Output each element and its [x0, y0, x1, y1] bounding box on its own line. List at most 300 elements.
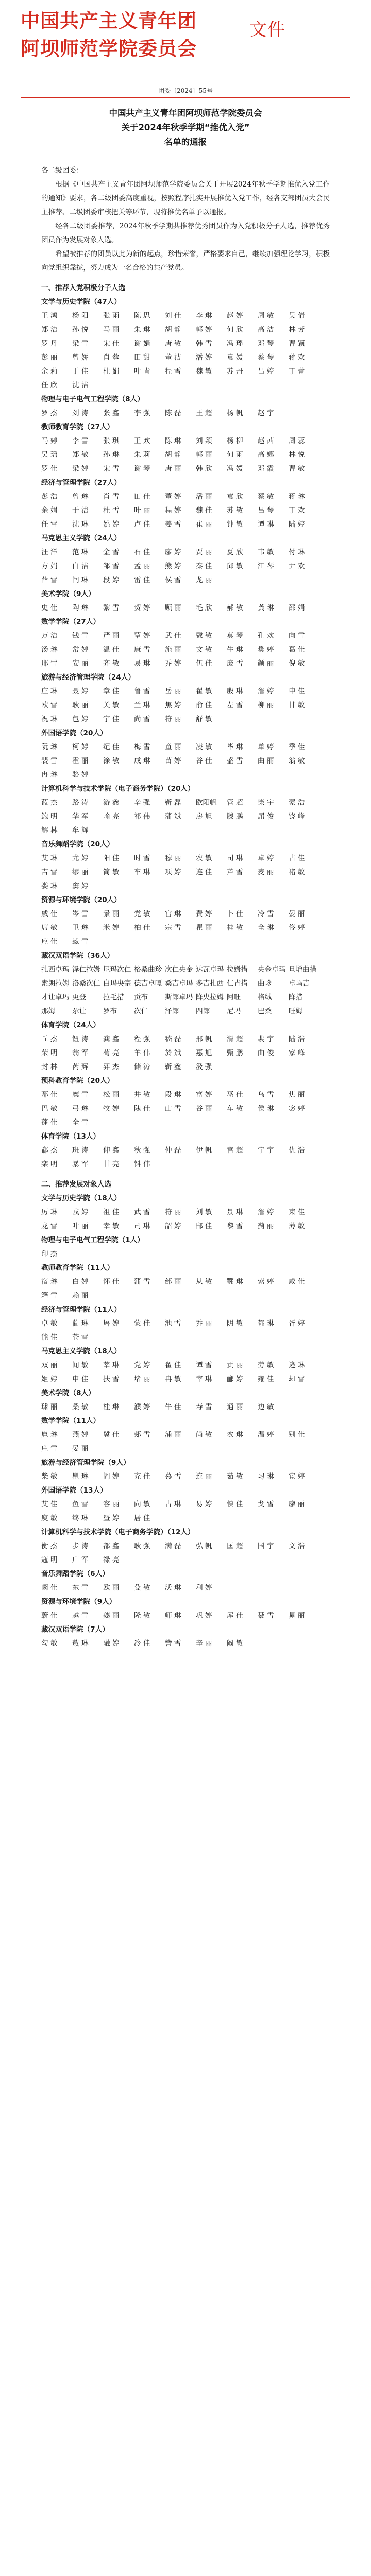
member-name: 郗 杰 [41, 1146, 58, 1155]
member-name: 吴 倩 [289, 312, 305, 320]
member-name: 达瓦卓玛 [196, 965, 224, 974]
member-name: 颜 丽 [258, 659, 274, 668]
member-name: 仰 鑫 [103, 1146, 120, 1155]
member-name: 潘 丽 [196, 493, 212, 501]
member-name: 贡 丽 [227, 1361, 243, 1369]
college-heading: 马克思主义学院（18人） [41, 1347, 121, 1355]
member-name: 晏 丽 [72, 1445, 89, 1453]
letterhead-line-2: 阿坝师范学院委员会 [21, 38, 197, 60]
member-name: 路 涛 [72, 799, 89, 807]
member-name: 牟 辉 [72, 826, 89, 835]
member-name: 辛 丽 [196, 1639, 212, 1648]
member-name: 廖 婷 [165, 548, 181, 556]
college-heading: 数学学院（11人） [41, 1417, 100, 1425]
member-name: 隆 敏 [134, 1612, 150, 1620]
member-name: 翟 敏 [196, 687, 212, 696]
member-name: 甄 鹏 [227, 1049, 243, 1057]
member-name: 申 佳 [72, 1375, 89, 1383]
member-name: 喻 亮 [103, 812, 120, 821]
member-name: 段 婷 [103, 576, 120, 584]
member-name: 贺 婷 [134, 604, 150, 612]
member-name: 吴 瑶 [41, 451, 58, 459]
member-name: 庄 琳 [41, 687, 58, 696]
member-name: 耿 丽 [72, 701, 89, 709]
member-name: 党 敏 [134, 910, 150, 918]
member-name: 宋 佳 [103, 340, 120, 348]
name-list [41, 1581, 330, 1595]
member-name: 弓 琳 [72, 1105, 89, 1113]
name-list-sections [41, 275, 330, 1651]
member-name: 桂 琳 [103, 1403, 120, 1411]
member-name: 段 琳 [165, 1091, 181, 1099]
member-name: 叶 丽 [134, 506, 150, 515]
member-name: 单 婷 [258, 743, 274, 751]
member-name: 宁 佳 [103, 715, 120, 723]
member-name: 荣 明 [41, 1049, 58, 1057]
member-name: 戎 婷 [72, 1208, 89, 1216]
member-name: 岳 丽 [165, 687, 181, 696]
member-name: 庄 雪 [41, 1445, 58, 1453]
member-name: 易 婷 [196, 1500, 212, 1509]
member-name: 陆 浩 [289, 1035, 305, 1043]
member-name: 韩 欣 [196, 465, 212, 473]
member-name: 吕 婷 [258, 367, 274, 376]
college-heading: 资源与环境学院（20人） [41, 896, 121, 904]
member-name: 赵 茜 [258, 437, 274, 445]
member-name: 姚 婷 [103, 520, 120, 529]
member-name: 利 婷 [196, 1584, 212, 1592]
member-name: 索 婷 [258, 1278, 274, 1286]
member-name: 艾 琳 [41, 854, 58, 862]
member-name: 丘 杰 [41, 1035, 58, 1043]
member-name: 钮 涛 [72, 1035, 89, 1043]
member-name: 邹 雪 [103, 562, 120, 570]
member-name: 那姆 [41, 1007, 56, 1015]
name-list [41, 963, 330, 1019]
member-name: 訾 雪 [165, 1639, 181, 1648]
member-name: 更登 [72, 993, 87, 1002]
member-name: 尤 婷 [72, 854, 89, 862]
member-name: 景 琳 [227, 1208, 243, 1216]
member-name: 庾 敏 [41, 1514, 58, 1522]
member-name: 党 婷 [134, 1361, 150, 1369]
member-name: 厍 佳 [227, 1612, 243, 1620]
member-name: 央金卓玛 [258, 965, 286, 974]
member-name: 融 婷 [103, 1639, 120, 1648]
member-name: 松 丽 [103, 1091, 120, 1099]
member-name: 齐 敏 [103, 659, 120, 668]
member-name: 屠 婷 [103, 1319, 120, 1328]
member-name: 袁 媛 [227, 353, 243, 362]
college-heading: 物理与电子电气工程学院（8人） [41, 395, 144, 403]
member-name: 覃 婷 [134, 632, 150, 640]
member-name: 慕 雪 [165, 1472, 181, 1481]
member-name: 秦 佳 [196, 562, 212, 570]
member-name: 向 雪 [289, 632, 305, 640]
member-name: 宦 婷 [289, 1472, 305, 1481]
member-name: 古 琳 [165, 1500, 181, 1509]
member-name: 廖 丽 [289, 1500, 305, 1509]
member-name: 高 洁 [258, 326, 274, 334]
member-name: 舒 敏 [196, 715, 212, 723]
member-name: 厉 琳 [41, 1208, 58, 1216]
member-name: 仁青措 [227, 979, 248, 988]
college-heading: 计算机科学与技术学院（电子商务学院）（20人） [41, 785, 195, 793]
member-name: 翁 军 [72, 1049, 89, 1057]
member-name: 娄 琳 [41, 882, 58, 890]
member-name: 陈 思 [134, 312, 150, 320]
member-name: 符 丽 [165, 1208, 181, 1216]
member-name: 申 佳 [289, 687, 305, 696]
member-name: 殷 琳 [227, 687, 243, 696]
member-name: 方 娟 [41, 562, 58, 570]
member-name: 暨 婷 [103, 1514, 120, 1522]
college-heading: 美术学院（8人） [41, 1389, 95, 1397]
member-name: 却 雪 [289, 1375, 305, 1383]
member-name: 宗 雪 [165, 924, 181, 932]
member-name: 孙 悦 [72, 326, 89, 334]
member-name: 步 涛 [72, 1542, 89, 1550]
member-name: 伊 帆 [196, 1146, 212, 1155]
college-heading: 资源与环境学院（9人） [41, 1598, 116, 1606]
member-name: 关 敏 [103, 701, 120, 709]
member-name: 田 甜 [134, 353, 150, 362]
member-name: 车 敏 [227, 1105, 243, 1113]
member-name: 蒲 雪 [134, 1278, 150, 1286]
member-name: 霍 丽 [72, 757, 89, 765]
member-name: 夏 欣 [227, 548, 243, 556]
member-name: 卢 佳 [134, 520, 150, 529]
member-name: 穆 丽 [165, 854, 181, 862]
member-name: 邢 雪 [41, 659, 58, 668]
college-heading: 音乐舞蹈学院（6人） [41, 1570, 109, 1578]
member-name: 彭 丽 [41, 353, 58, 362]
member-name: 充 佳 [134, 1472, 150, 1481]
member-name: 时 雪 [134, 854, 150, 862]
member-name: 莫 琴 [227, 632, 243, 640]
member-name: 雷 佳 [134, 576, 150, 584]
paragraph: 希望被推荐的团员以此为新的起点，珍惜荣誉，严格要求自己，继续加强理论学习，积极向党组织靠拢，努力成为一名合格的共产党员。 [41, 250, 330, 272]
member-name: 陆 婷 [289, 520, 305, 529]
member-name: 罗 佳 [41, 465, 58, 473]
member-name: 蒙 佳 [134, 1319, 150, 1328]
member-name: 蔚 佳 [41, 1612, 58, 1620]
member-name: 瞿 丽 [196, 924, 212, 932]
member-name: 尚 雪 [134, 715, 150, 723]
member-name: 林 悦 [289, 451, 305, 459]
member-name: 鲁 雪 [134, 687, 150, 696]
member-name: 项 婷 [165, 868, 181, 876]
member-name: 翟 佳 [165, 1361, 181, 1369]
member-name: 冀 佳 [103, 1431, 120, 1439]
member-name: 劳 敏 [258, 1361, 274, 1369]
member-name: 罗布 [103, 1007, 117, 1015]
member-name: 池 雪 [165, 1319, 181, 1328]
member-name: 尹 欢 [289, 562, 305, 570]
member-name: 蒋 欢 [289, 353, 305, 362]
member-name: 弘 帆 [196, 1542, 212, 1550]
member-name: 余 莉 [41, 367, 58, 376]
member-name: 洛桑次仁 [72, 979, 100, 988]
member-name: 牧 婷 [103, 1105, 120, 1113]
member-name: 阚 敏 [227, 1639, 243, 1648]
member-name: 朱 琳 [134, 326, 150, 334]
member-name: 叶 青 [134, 367, 150, 376]
letterhead-tag: 文件 [249, 20, 285, 40]
member-name: 童 丽 [165, 743, 181, 751]
member-name: 靳 鑫 [165, 1063, 181, 1071]
member-name: 冷 佳 [134, 1639, 150, 1648]
member-name: 格绒 [258, 993, 272, 1002]
member-name: 蔡 琴 [258, 353, 274, 362]
member-name: 濮 婷 [134, 1403, 150, 1411]
member-name: 谷 丽 [196, 1105, 212, 1113]
member-name: 费 婷 [196, 910, 212, 918]
member-name: 敖 琳 [72, 1639, 89, 1648]
member-name: 魏 佳 [196, 506, 212, 515]
name-list [41, 740, 330, 782]
college-heading: 物理与电子电气工程学院（1人） [41, 1236, 144, 1244]
member-name: 薛 雪 [41, 576, 58, 584]
member-name: 叶 丽 [72, 1222, 89, 1230]
member-name: 吉 雪 [41, 868, 58, 876]
member-name: 汲 强 [196, 1063, 212, 1071]
member-name: 兰 琳 [134, 701, 150, 709]
member-name: 岑 雪 [72, 910, 89, 918]
member-name: 杨 柳 [227, 437, 243, 445]
member-name: 景 丽 [103, 910, 120, 918]
member-name: 次仁 [134, 1007, 148, 1015]
member-name: 封 林 [41, 1063, 58, 1071]
member-name: 尼玛次仁 [103, 965, 131, 974]
member-name: 梁 婷 [72, 465, 89, 473]
member-name: 罗 丹 [41, 340, 58, 348]
member-name: 范 琳 [72, 548, 89, 556]
member-name: 杨 帆 [227, 409, 243, 417]
name-list [41, 309, 330, 393]
member-name: 双 丽 [41, 1361, 58, 1369]
document-body [41, 164, 330, 1651]
member-name: 扶 雪 [103, 1375, 120, 1383]
member-name: 裴 宇 [258, 1035, 274, 1043]
member-name: 刘 敏 [196, 1208, 212, 1216]
member-name: 于 佳 [72, 367, 89, 376]
member-name: 阿旺 [227, 993, 241, 1002]
member-name: 阮 琳 [41, 743, 58, 751]
member-name: 通 丽 [227, 1403, 243, 1411]
member-name: 韶 婷 [165, 1222, 181, 1230]
member-name: 何 雨 [227, 451, 243, 459]
member-name: 邓 琴 [258, 340, 274, 348]
member-name: 胡 静 [165, 451, 181, 459]
member-name: 聂 婷 [72, 687, 89, 696]
member-name: 易 琳 [134, 659, 150, 668]
member-name: 温 婷 [258, 1431, 274, 1439]
member-name: 李 强 [134, 409, 150, 417]
member-name: 符 丽 [165, 715, 181, 723]
college-heading: 藏汉双语学院（36人） [41, 952, 114, 960]
college-heading: 教师教育学院（11人） [41, 1264, 114, 1272]
member-name: 崔 丽 [196, 520, 212, 529]
member-name: 羿 杰 [103, 1063, 120, 1071]
member-name: 钱 雪 [72, 632, 89, 640]
member-name: 焦 丽 [289, 1091, 305, 1099]
member-name: 泽郎 [165, 1007, 179, 1015]
member-name: 席 敏 [41, 924, 58, 932]
member-name: 甘 敏 [289, 701, 305, 709]
member-name: 苏 敏 [227, 506, 243, 515]
member-name: 葛 佳 [289, 646, 305, 654]
member-name: 郦 婷 [227, 1375, 243, 1383]
name-list [41, 1428, 330, 1456]
member-name: 蓬 佳 [41, 1118, 58, 1127]
member-name: 格桑曲珍 [134, 965, 162, 974]
member-name: 姜 雪 [165, 520, 181, 529]
member-name: 曾 娇 [72, 353, 89, 362]
member-name: 宫 琳 [165, 910, 181, 918]
member-name: 晏 丽 [289, 910, 305, 918]
member-name: 唐 丽 [165, 465, 181, 473]
name-list [41, 1032, 330, 1074]
member-name: 邢 帆 [196, 1035, 212, 1043]
member-name: 曾 琳 [72, 493, 89, 501]
member-name: 寿 雪 [196, 1403, 212, 1411]
member-name: 糜 雪 [72, 1091, 89, 1099]
college-heading: 经济与管理学院（11人） [41, 1306, 121, 1314]
member-name: 翁 敏 [289, 757, 305, 765]
member-name: 焦 婷 [165, 701, 181, 709]
member-name: 柯 婷 [72, 743, 89, 751]
member-name: 卓 婷 [258, 854, 274, 862]
member-name: 安 丽 [72, 659, 89, 668]
member-name: 苏 丹 [227, 367, 243, 376]
member-name: 郑 洁 [41, 326, 58, 334]
name-list [41, 1498, 330, 1526]
member-name: 蒲 斌 [165, 812, 181, 821]
name-list [41, 1359, 330, 1386]
member-name: 吕 琴 [258, 506, 274, 515]
member-name: 宓 婷 [289, 1105, 305, 1113]
member-name: 王 欢 [134, 437, 150, 445]
member-name: 赵 婷 [227, 312, 243, 320]
member-name: 农 敏 [196, 854, 212, 862]
college-heading: 音乐舞蹈学院（20人） [41, 840, 114, 849]
name-list [41, 434, 330, 476]
college-heading: 外国语学院（20人） [41, 729, 107, 737]
member-name: 钭 伟 [134, 1160, 150, 1168]
member-name: 阙 佳 [41, 1584, 58, 1592]
member-name: 宁 宇 [258, 1146, 274, 1155]
member-name: 付 琳 [289, 548, 305, 556]
member-name: 饶 峰 [289, 812, 305, 821]
member-name: 龚 琳 [258, 604, 274, 612]
member-name: 牛 佳 [165, 1403, 181, 1411]
member-name: 富 婷 [196, 1091, 212, 1099]
member-name: 卓玛吉 [289, 979, 310, 988]
salutation: 各二级团委： [41, 166, 83, 175]
member-name: 武 雪 [134, 1208, 150, 1216]
member-name: 斯郎卓玛 [165, 993, 193, 1002]
member-name: 全 琳 [258, 924, 274, 932]
college-heading: 体育学院（24人） [41, 1021, 100, 1029]
member-name: 温 佳 [103, 646, 120, 654]
member-name: 栾 明 [41, 1160, 58, 1168]
member-name: 巫 佳 [227, 1091, 243, 1099]
member-name: 樊 婷 [258, 646, 274, 654]
member-name: 芦 雪 [227, 868, 243, 876]
member-name: 沃 琳 [165, 1584, 181, 1592]
title-line-2: 关于2024年秋季学期“推优入党” [121, 123, 250, 132]
name-list [41, 629, 330, 671]
member-name: 白玛央宗 [103, 979, 131, 988]
member-name: 柴 宇 [258, 799, 274, 807]
member-name: 向 敏 [134, 1500, 150, 1509]
member-name: 陈 磊 [165, 409, 181, 417]
member-name: 茹 敏 [227, 1472, 243, 1481]
member-name: 辛 强 [134, 799, 150, 807]
member-name: 泽仁拉姆 [72, 965, 100, 974]
member-name: 从 敏 [196, 1278, 212, 1286]
member-name: 孟 丽 [134, 562, 150, 570]
member-name: 熊 婷 [165, 562, 181, 570]
member-name: 胥 婷 [289, 1319, 305, 1328]
member-name: 汪 洋 [41, 548, 58, 556]
member-name: 沈 琳 [72, 520, 89, 529]
member-name: 伍 佳 [196, 659, 212, 668]
member-name: 曲珍 [258, 979, 272, 988]
college-heading: 外国语学院（13人） [41, 1486, 107, 1495]
member-name: 米 婷 [103, 924, 120, 932]
member-name: 越 雪 [72, 1612, 89, 1620]
member-name: 罗 杰 [41, 409, 58, 417]
member-name: 张 雨 [103, 312, 120, 320]
member-name: 聂 雪 [258, 1612, 274, 1620]
member-name: 侯 琳 [258, 1105, 274, 1113]
member-name: 卫 琳 [72, 924, 89, 932]
member-name: 印 杰 [41, 1250, 58, 1258]
member-name: 冷 雪 [258, 910, 274, 918]
member-name: 索朗拉姆 [41, 979, 70, 988]
member-name: 冯 瑶 [227, 340, 243, 348]
college-heading: 体育学院（13人） [41, 1132, 100, 1141]
member-name: 谢 琴 [134, 465, 150, 473]
member-name: 宫 超 [227, 1146, 243, 1155]
name-list [41, 1275, 330, 1303]
member-name: 严 丽 [103, 632, 120, 640]
member-name: 靳 磊 [165, 799, 181, 807]
member-name: 盛 雪 [227, 757, 243, 765]
document-title [31, 106, 340, 149]
member-name: 薄 敏 [289, 1222, 305, 1230]
member-name: 戚 佳 [41, 910, 58, 918]
member-name: 阳 佳 [103, 854, 120, 862]
member-name: 幸 敏 [103, 1222, 120, 1230]
member-name: 阴 敏 [227, 1319, 243, 1328]
member-name: 冯 媛 [227, 465, 243, 473]
name-list [41, 1317, 330, 1345]
member-name: 全 雪 [72, 1118, 89, 1127]
member-name: 褚 敏 [289, 868, 305, 876]
member-name: 骆 婷 [72, 771, 89, 779]
member-name: 滕 鹏 [227, 812, 243, 821]
member-name: 高 娜 [258, 451, 274, 459]
member-name: 彭 浩 [41, 493, 58, 501]
name-list [41, 1088, 330, 1130]
member-name: 郜 佳 [196, 1222, 212, 1230]
member-name: 纪 佳 [103, 743, 120, 751]
member-name: 丁 蕾 [289, 367, 305, 376]
name-list [41, 1247, 330, 1261]
